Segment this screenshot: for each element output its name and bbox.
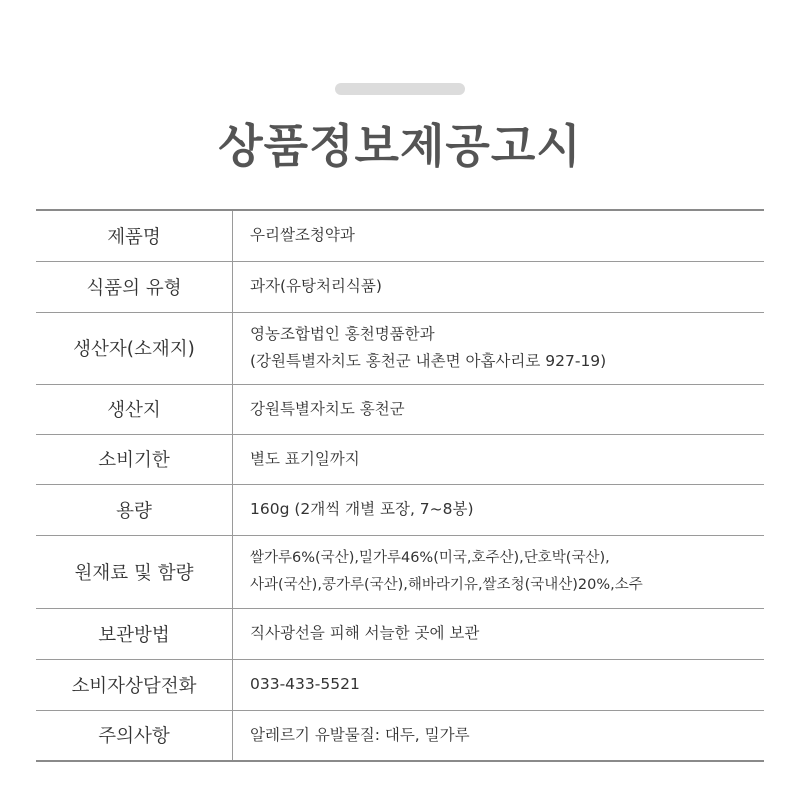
row-value-caution (233, 710, 765, 761)
row-value-product-name (233, 210, 765, 261)
value-line: 쌀가루6%(국산),밀가루46%(미국,호주산),단호박(국산), (250, 549, 610, 566)
value-line: 160g (2개씩 개별 포장, 7~8봉) (250, 500, 474, 518)
value-line: 과자(유탕처리식품) (250, 277, 382, 295)
product-info-table (36, 209, 764, 762)
row-value-origin (233, 384, 765, 434)
row-label-producer: 생산자(소재지) (36, 312, 233, 384)
row-value-food-type (233, 261, 765, 312)
value-line: 강원특별자치도 홍천군 (250, 399, 405, 418)
table-row (36, 261, 764, 312)
value-line: 영농조합법인 홍천명품한과 (250, 325, 435, 343)
row-value-producer (233, 312, 765, 384)
row-value-capacity (233, 484, 765, 535)
value-line: 알레르기 유발물질: 대두, 밀가루 (250, 725, 470, 744)
value-line: 우리쌀조청약과 (250, 226, 355, 245)
row-value-expiry (233, 434, 765, 484)
row-value-customer-phone (233, 659, 765, 710)
row-label-origin: 생산지 (36, 384, 233, 434)
row-label-caution: 주의사항 (36, 710, 233, 761)
table-row (36, 434, 764, 484)
row-label-capacity: 용량 (36, 484, 233, 535)
table-row (36, 659, 764, 710)
table-row (36, 608, 764, 659)
value-line: (강원특별자치도 홍천군 내촌면 아홉사리로 927-19) (250, 352, 607, 370)
row-label-customer-phone: 소비자상담전화 (36, 659, 233, 710)
value-line: 직사광선을 피해 서늘한 곳에 보관 (250, 624, 480, 642)
page-title: 상품정보제공고시 (218, 119, 582, 173)
table-row (36, 535, 764, 608)
row-value-ingredients (233, 535, 765, 608)
row-label-food-type: 식품의 유형 (36, 261, 233, 312)
value-line: 별도 표기일까지 (250, 449, 360, 468)
row-value-storage (233, 608, 765, 659)
row-label-expiry: 소비기한 (36, 434, 233, 484)
row-label-product-name: 제품명 (36, 210, 233, 261)
row-label-ingredients: 원재료 및 함량 (36, 535, 233, 608)
value-line: 사과(국산),콩가루(국산),해바라기유,쌀조청(국내산)20%,소주 (250, 576, 643, 593)
table-row (36, 484, 764, 535)
table-row (36, 710, 764, 761)
table-row (36, 384, 764, 434)
value-line: 033-433-5521 (250, 675, 360, 693)
row-label-storage: 보관방법 (36, 608, 233, 659)
table-row (36, 210, 764, 261)
decorative-top-bar (335, 83, 465, 95)
table-row (36, 312, 764, 384)
